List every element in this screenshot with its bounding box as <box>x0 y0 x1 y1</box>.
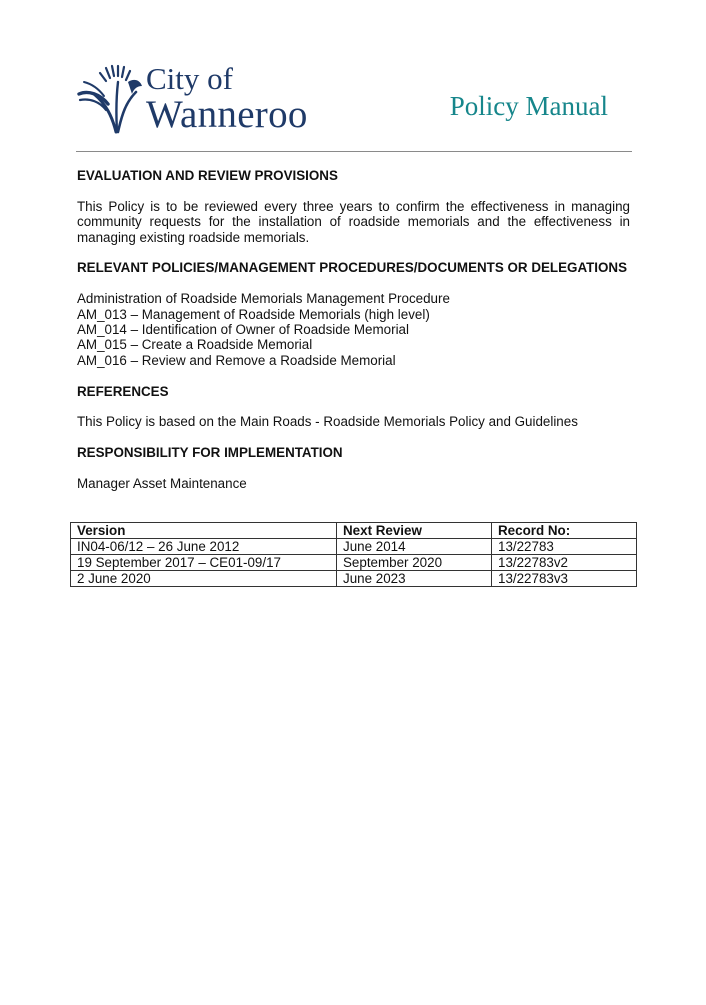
evaluation-heading: EVALUATION AND REVIEW PROVISIONS <box>77 168 338 183</box>
list-item: AM_015 – Create a Roadside Memorial <box>77 337 313 353</box>
city-logo <box>76 62 326 138</box>
version-table <box>70 522 637 587</box>
table-cell: June 2014 <box>337 539 492 555</box>
table-cell: 13/22783v3 <box>492 571 637 587</box>
header-divider <box>76 151 632 152</box>
list-item: Administration of Roadside Memorials Management Procedure <box>77 291 450 307</box>
references-body: This Policy is based on the Main Roads - Roadside Memorials Policy and Guidelines <box>77 414 578 430</box>
column-header-version: Version <box>71 523 337 539</box>
wanneroo-plant-logo-icon <box>76 64 144 134</box>
table-row <box>71 571 637 587</box>
table-cell: 13/22783 <box>492 539 637 555</box>
responsibility-body: Manager Asset Maintenance <box>77 476 247 492</box>
table-cell: 13/22783v2 <box>492 555 637 571</box>
relevant-list <box>77 291 630 368</box>
evaluation-body: This Policy is to be reviewed every three years to confirm the effectiveness in managing community requests for the installation of roadside memorials and the effectiveness in managing existing roadside memorials. <box>77 198 630 245</box>
column-header-record-no: Record No: <box>492 523 637 539</box>
table-cell: September 2020 <box>337 555 492 571</box>
logo-city-text: City of <box>146 61 233 96</box>
table-cell: 19 September 2017 – CE01-09/17 <box>71 555 337 571</box>
manual-title: Policy Manual <box>449 91 608 121</box>
list-item: AM_014 – Identification of Owner of Roadside Memorial <box>77 322 409 338</box>
list-item: AM_013 – Management of Roadside Memorials (high level) <box>77 306 430 322</box>
responsibility-heading: RESPONSIBILITY FOR IMPLEMENTATION <box>77 445 343 461</box>
table-cell: 2 June 2020 <box>71 571 337 587</box>
table-header-row <box>71 523 637 539</box>
column-header-next-review: Next Review <box>337 523 492 539</box>
logo-name-text: Wanneroo <box>146 93 308 136</box>
table-cell: IN04-06/12 – 26 June 2012 <box>71 539 337 555</box>
references-heading: REFERENCES <box>77 383 169 399</box>
table-row <box>71 539 637 555</box>
relevant-heading: RELEVANT POLICIES/MANAGEMENT PROCEDURES/DOCUMENTS OR DELEGATIONS <box>77 260 628 276</box>
table-cell: June 2023 <box>337 571 492 587</box>
table-row <box>71 555 637 571</box>
list-item: AM_016 – Review and Remove a Roadside Memorial <box>77 352 396 368</box>
document-body <box>77 168 630 491</box>
page-header <box>0 0 706 155</box>
